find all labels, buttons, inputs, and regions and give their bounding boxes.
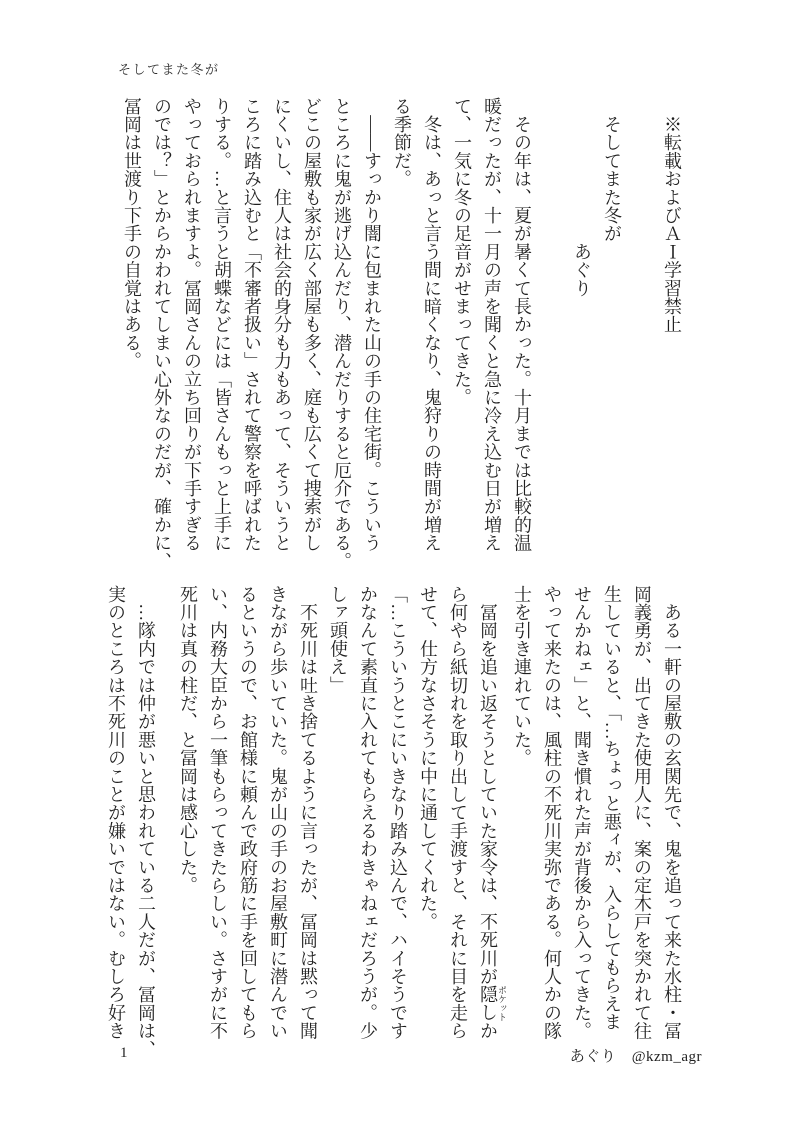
body-text-column: …隊内では仲が悪いと思われている二人だが、冨岡は、 xyxy=(136,585,156,1059)
body-text-column: やって来たのは、風柱の不死川実弥である。何人かの隊 xyxy=(542,585,562,1040)
body-text-column: るというので、お館様に頼んで政府筋に手を回してもら xyxy=(238,585,258,1040)
body-text-column: 冨岡は世渡り下手の自覚はある。 xyxy=(122,97,142,370)
blank-column xyxy=(627,97,657,583)
body-text-column: る季節だ。 xyxy=(392,97,412,188)
title-line: そしてまた冬が xyxy=(602,97,622,243)
body-text-column: どこの屋敷も家が広く部屋も多く、庭も広くて捜索がし xyxy=(302,97,322,552)
body-text-column: せて、仕方なさそうに中に通してくれた。 xyxy=(418,585,438,931)
ruby-pre-text: 冨岡を追い返そうとしていた家令は、不死川が xyxy=(478,585,498,986)
ruby-text: ポケット xyxy=(497,985,507,1022)
body-text-column: 士を引き連れていた。 xyxy=(512,585,532,767)
body-text-column: 「…こういうとこにいきなり踏み込んで、ハイそうです xyxy=(388,585,408,1040)
second-text-block xyxy=(101,585,687,1071)
body-text-column: 死川は真の柱だ、と冨岡は感心した。 xyxy=(178,585,198,895)
body-text-column: にくいし、住人は社会的身分も力もあって、そういうと xyxy=(272,97,292,552)
body-text-column: のでは？」とからかわれてしまい心外なのだが、確かに、 xyxy=(152,97,172,571)
body-text-column: ら何やら紙切れを取り出して手渡すと、それに目を走ら xyxy=(448,585,468,1040)
author-line: あぐり xyxy=(572,97,592,298)
body-text-column: かなんて素直に入れてもらえるわきゃねェだろうが。少 xyxy=(358,585,378,1040)
running-header: そしてまた冬が xyxy=(118,62,220,77)
footer-credit: あぐり @kzm_agr xyxy=(569,1049,702,1065)
body-text-column: やっておられますよ。冨岡さんの立ち回りが下手すぎる xyxy=(182,97,202,552)
body-text-column: しァ頭使え」 xyxy=(328,585,348,695)
body-text-column: い、内務大臣から一筆もらってきたらしい。さすがに不 xyxy=(208,585,228,1040)
blank-column xyxy=(537,97,567,583)
body-text-column: ある一軒の屋敷の玄関先で、鬼を追って来た水柱・冨 xyxy=(662,585,682,1040)
ruby-post-text: か xyxy=(478,1021,498,1041)
title-and-opening-block xyxy=(117,97,687,583)
body-text-column: 生していると、「…ちょっと悪ィが、入らしてもらえま xyxy=(602,585,622,1031)
body-text-column: 実のところは不死川のことが嫌いではない。むしろ好き xyxy=(106,585,126,1040)
reprint-notice-line: ※転載およびＡＩ学習禁止 xyxy=(662,97,682,334)
body-text-column: ころに踏み込むと「不審者扱い」されて警察を呼ばれた xyxy=(242,97,262,552)
body-text-column: ――すっかり闇に包まれた山の手の住宅街。こういう xyxy=(362,97,382,552)
ruby-base-text: 隠し xyxy=(478,985,498,1022)
body-text-column: て、一気に冬の足音がせまってきた。 xyxy=(452,97,472,407)
body-text-column: 岡義勇が、出てきた使用人に、案の定木戸を突かれて往 xyxy=(632,585,652,1040)
page-number: 1 xyxy=(120,1045,128,1061)
body-text-column: きながら歩いていた。鬼が山の手のお屋敷町に潜んでい xyxy=(268,585,288,1040)
body-text-column: りする。…と言うと胡蝶などには「皆さんもっと上手に xyxy=(212,97,232,552)
body-text-column: 暖だったが、十一月の声を聞くと急に冷え込む日が増え xyxy=(482,97,502,553)
body-text-column: 不死川は吐き捨てるように言ったが、冨岡は黙って聞 xyxy=(298,585,318,1040)
body-text-column: その年は、夏が暑くて長かった。十月までは比較的温 xyxy=(512,97,532,552)
body-text-column: せんかねェ」と、聞き慣れた声が背後から入ってきた。 xyxy=(572,585,592,1040)
ruby-annotation xyxy=(478,985,507,1022)
body-text-column: 冬は、あっと言う間に暗くなり、鬼狩りの時間が増え xyxy=(422,97,442,552)
body-text-column: ところに鬼が逃げ込んだり、潜んだりすると厄介である。 xyxy=(332,97,352,571)
body-text-column-with-ruby xyxy=(473,585,507,1071)
